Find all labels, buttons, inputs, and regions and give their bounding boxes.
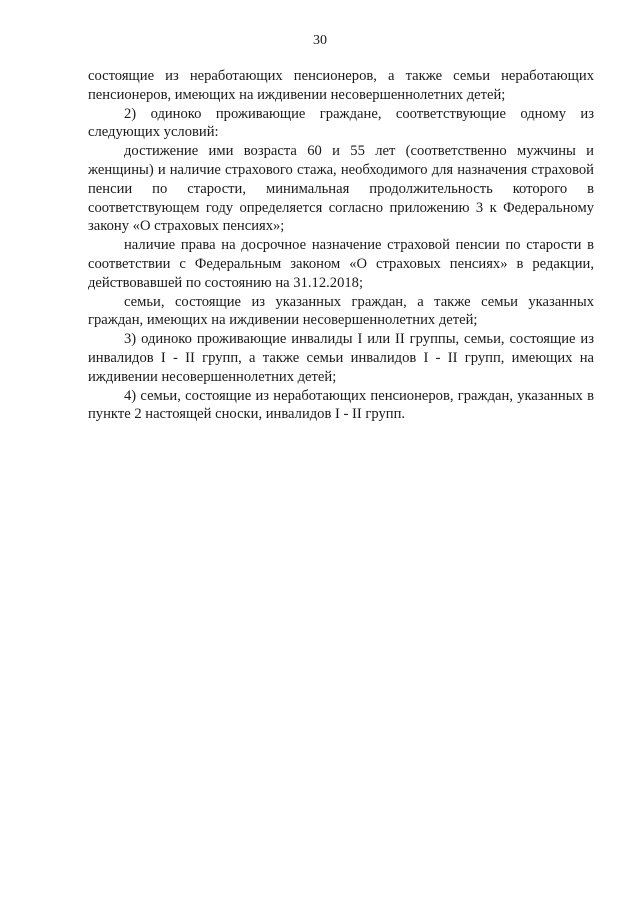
paragraph-early-pension-condition: наличие права на досрочное назначение страховой пенсии по старости в соответствии с Федеральным законом «О страховых пенсиях» в редакции, действовавшей по состоянию на 31.12.2018; <box>88 237 594 291</box>
paragraph-families-of-citizens: семьи, состоящие из указанных граждан, а также семьи указанных граждан, имеющих на иждивении несовершеннолетних детей; <box>88 293 594 329</box>
paragraph-age-condition: достижение ими возраста 60 и 55 лет (соответственно мужчины и женщины) и наличие страхового стажа, необходимого для назначения страховой пенсии по старости, минимальная продолжительность которого в соответствующем году определяется согласно приложению 3 к Федеральному закону «О страховых пенсиях»; <box>88 143 594 235</box>
paragraph-continuation: состоящие из неработающих пенсионеров, а также семьи неработающих пенсионеров, имеющих на иждивении несовершеннолетних детей; <box>88 68 594 103</box>
paragraph-item-4: 4) семьи, состоящие из неработающих пенсионеров, граждан, указанных в пункте 2 настоящей сноски, инвалидов I - II групп. <box>88 387 594 423</box>
paragraph-item-2: 2) одиноко проживающие граждане, соответствующие одному из следующих условий: <box>88 105 594 141</box>
paragraph-item-3: 3) одиноко проживающие инвалиды I или II группы, семьи, состоящие из инвалидов I - II групп, а также семьи инвалидов I - II групп, имеющих на иждивении несовершеннолетних детей; <box>88 331 594 385</box>
document-body <box>88 67 594 424</box>
page-number: 30 <box>313 33 327 48</box>
